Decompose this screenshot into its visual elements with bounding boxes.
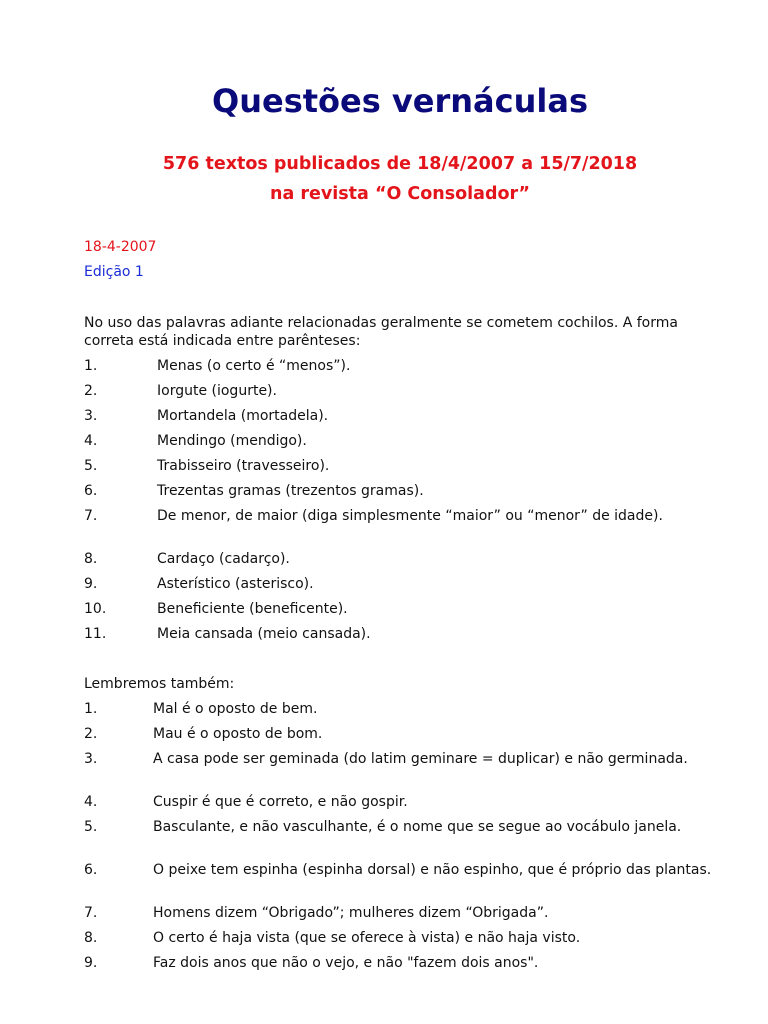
list-item-number: 7. bbox=[84, 905, 98, 921]
list-item bbox=[84, 861, 724, 879]
list-item-number: 8. bbox=[84, 930, 98, 946]
list-item bbox=[84, 929, 724, 947]
list-item-text: De menor, de maior (diga simplesmente “maior” ou “menor” de idade). bbox=[157, 508, 663, 524]
list-item-number: 6. bbox=[84, 862, 98, 878]
list-item-number: 3. bbox=[84, 751, 98, 767]
list-item-number: 9. bbox=[84, 955, 98, 971]
list-item-text: Cardaço (cadarço). bbox=[157, 551, 290, 567]
list-item bbox=[84, 818, 724, 836]
list-item-text: Menas (o certo é “menos”). bbox=[157, 358, 351, 374]
list-item-number: 11. bbox=[84, 626, 107, 642]
list-item-number: 3. bbox=[84, 408, 98, 424]
list-item bbox=[84, 700, 724, 718]
list-item-text: Beneficiente (beneficente). bbox=[157, 601, 348, 617]
list-item-text: O peixe tem espinha (espinha dorsal) e não espinho, que é próprio das plantas. bbox=[153, 862, 712, 878]
list-item bbox=[84, 600, 724, 618]
list-item bbox=[84, 625, 724, 643]
list-item-text: O certo é haja vista (que se oferece à vista) e não haja visto. bbox=[153, 930, 581, 946]
list-item bbox=[84, 382, 724, 400]
document-title: Questões vernáculas bbox=[212, 82, 588, 120]
list-item-text: Trezentas gramas (trezentos gramas). bbox=[157, 483, 424, 499]
list-item-text: Mal é o oposto de bem. bbox=[153, 701, 318, 717]
list-item-number: 5. bbox=[84, 458, 98, 474]
list-item-number: 8. bbox=[84, 551, 98, 567]
list-item-number: 1. bbox=[84, 358, 98, 374]
list-item-number: 4. bbox=[84, 433, 98, 449]
list-item bbox=[84, 904, 724, 922]
list-item bbox=[84, 954, 724, 972]
list-item-number: 1. bbox=[84, 701, 98, 717]
list-item-text: Asterístico (asterisco). bbox=[157, 576, 314, 592]
list-item bbox=[84, 357, 724, 375]
list-item-text: A casa pode ser geminada (do latim geminare = duplicar) e não germinada. bbox=[153, 751, 688, 767]
list-item bbox=[84, 725, 724, 743]
subtitle-line-2: na revista “O Consolador” bbox=[270, 184, 530, 204]
list-item bbox=[84, 750, 724, 768]
list-item-text: Trabisseiro (travesseiro). bbox=[157, 458, 330, 474]
list-item-number: 6. bbox=[84, 483, 98, 499]
intro-paragraph: No uso das palavras adiante relacionadas geralmente se cometem cochilos. A forma correta está indicada entre parênteses: bbox=[84, 315, 678, 349]
subtitle-line-1: 576 textos publicados de 18/4/2007 a 15/7/2018 bbox=[162, 154, 638, 174]
list-item-text: Faz dois anos que não o vejo, e não "fazem dois anos". bbox=[153, 955, 539, 971]
list-item-number: 2. bbox=[84, 726, 98, 742]
list-item-number: 4. bbox=[84, 794, 98, 810]
list-item-number: 7. bbox=[84, 508, 98, 524]
list-item-number: 5. bbox=[84, 819, 98, 835]
list-item bbox=[84, 482, 724, 500]
list-item-text: Basculante, e não vasculhante, é o nome que se segue ao vocábulo janela. bbox=[153, 819, 682, 835]
list-item-text: Iorgute (iogurte). bbox=[157, 383, 277, 399]
list-item-text: Homens dizem “Obrigado”; mulheres dizem “Obrigada”. bbox=[153, 905, 549, 921]
list-item-text: Cuspir é que é correto, e não gospir. bbox=[153, 794, 408, 810]
edition-label: Edição 1 bbox=[84, 264, 144, 280]
list-item bbox=[84, 407, 724, 425]
list-item-number: 10. bbox=[84, 601, 107, 617]
list-item bbox=[84, 575, 724, 593]
list-item-number: 2. bbox=[84, 383, 98, 399]
list-item-number: 9. bbox=[84, 576, 98, 592]
list-item bbox=[84, 507, 724, 525]
publication-date: 18-4-2007 bbox=[84, 239, 157, 255]
list-item-text: Mendingo (mendigo). bbox=[157, 433, 307, 449]
list-item bbox=[84, 793, 724, 811]
list-item-text: Meia cansada (meio cansada). bbox=[157, 626, 371, 642]
reminders-heading: Lembremos também: bbox=[84, 676, 235, 692]
list-item bbox=[84, 550, 724, 568]
list-item-text: Mortandela (mortadela). bbox=[157, 408, 329, 424]
list-item-text: Mau é o oposto de bom. bbox=[153, 726, 323, 742]
list-item bbox=[84, 432, 724, 450]
list-item bbox=[84, 457, 724, 475]
